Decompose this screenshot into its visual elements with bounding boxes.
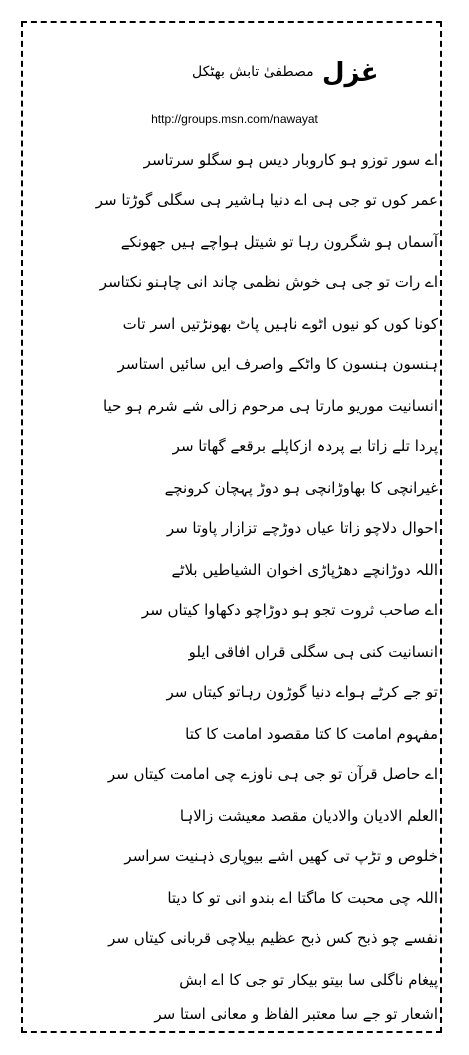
verse-line-22: اشعار تو جے سا معتبر الفاظ و معانی استا سر [154,1005,438,1023]
verse-line-2: عمر کوں تو جی ہی اے دنیا ہاشیر ہی سگلی گوڑتا سر [95,191,438,209]
verse-line-15: مفہوم امامت کا کتا مقصود امامت کا کتا [185,725,438,743]
verse-line-10: احوال دلاچو زاتا عیاں دوڑچے تزازار پاوتا سر [166,519,438,537]
verse-line-9: غیرانچی کا بھاوڑانچی ہو دوڑ پہچان کرونچے [164,479,438,497]
verse-line-4: اے رات تو جی ہی خوش نظمی چاند انی چاہنو نکتاسر [99,273,438,291]
author-name: مصطفیٰ تابش بھٹکل [192,64,314,80]
source-url: http://groups.msn.com/nawayat [151,112,318,126]
verse-line-3: آسماں ہو شگرون رہا تو شیتل ہواچے ہیں جھونکے [120,233,438,251]
verse-line-6: ہنسون ہنسون کا واٹکے واصرف ایں سائیں استاسر [117,355,438,373]
verse-line-7: انسانیت موریو مارتا ہی مرحوم زالی شے شرم ہو حیا [103,397,438,415]
verse-line-5: کونا کوں کو نیوں اٹوے ناہیں پاٹ بھونڑتیں اسر تات [122,315,438,333]
verse-line-21: پیغام ناگلی سا بیتو بیکار تو جی کا اے ابش [179,971,438,989]
verse-line-8: پردا تلے زاتا بے پردہ ازکاپلے برقعے گھاتا سر [172,437,438,455]
ghazal-title: غزل [322,58,379,88]
verse-line-11: اللہ دوڑانچے دھڑپاڑی اخوان الشیاطیں بلاٹے [171,561,438,579]
verse-line-14: تو جے کرٹے ہواے دنیا گوڑون رہاتو کیتاں سر [166,683,438,701]
verse-line-18: خلوص و تڑپ تی کھیں اشے بیوپاری ذہنیت سراسر [124,847,438,865]
verse-line-1: اے سور توزو ہو کاروبار دیس ہو سگلو سرتاسر [143,151,438,169]
verse-line-20: نفسے چو ذبح کس ذبح عظیم بیلاچی قربانی کیتاں سر [108,929,438,947]
verse-line-19: اللہ چی محبت کا ماگتا اے بندو انی تو کا دیتا [167,889,438,907]
verse-line-17: العلم الادیان والادیان مقصد معیشت زالاہا [179,807,438,825]
header [0,56,469,90]
verse-line-13: انسانیت کنی ہی سگلی قراں افاقی ایلو [188,643,438,661]
verse-line-12: اے صاحب ثروت تجو ہو دوڑاچو دکھاوا کیتاں سر [141,601,438,619]
verse-line-16: اے حاصل قرآن تو جی ہی ناوزے چی امامت کیتاں سر [107,765,438,783]
